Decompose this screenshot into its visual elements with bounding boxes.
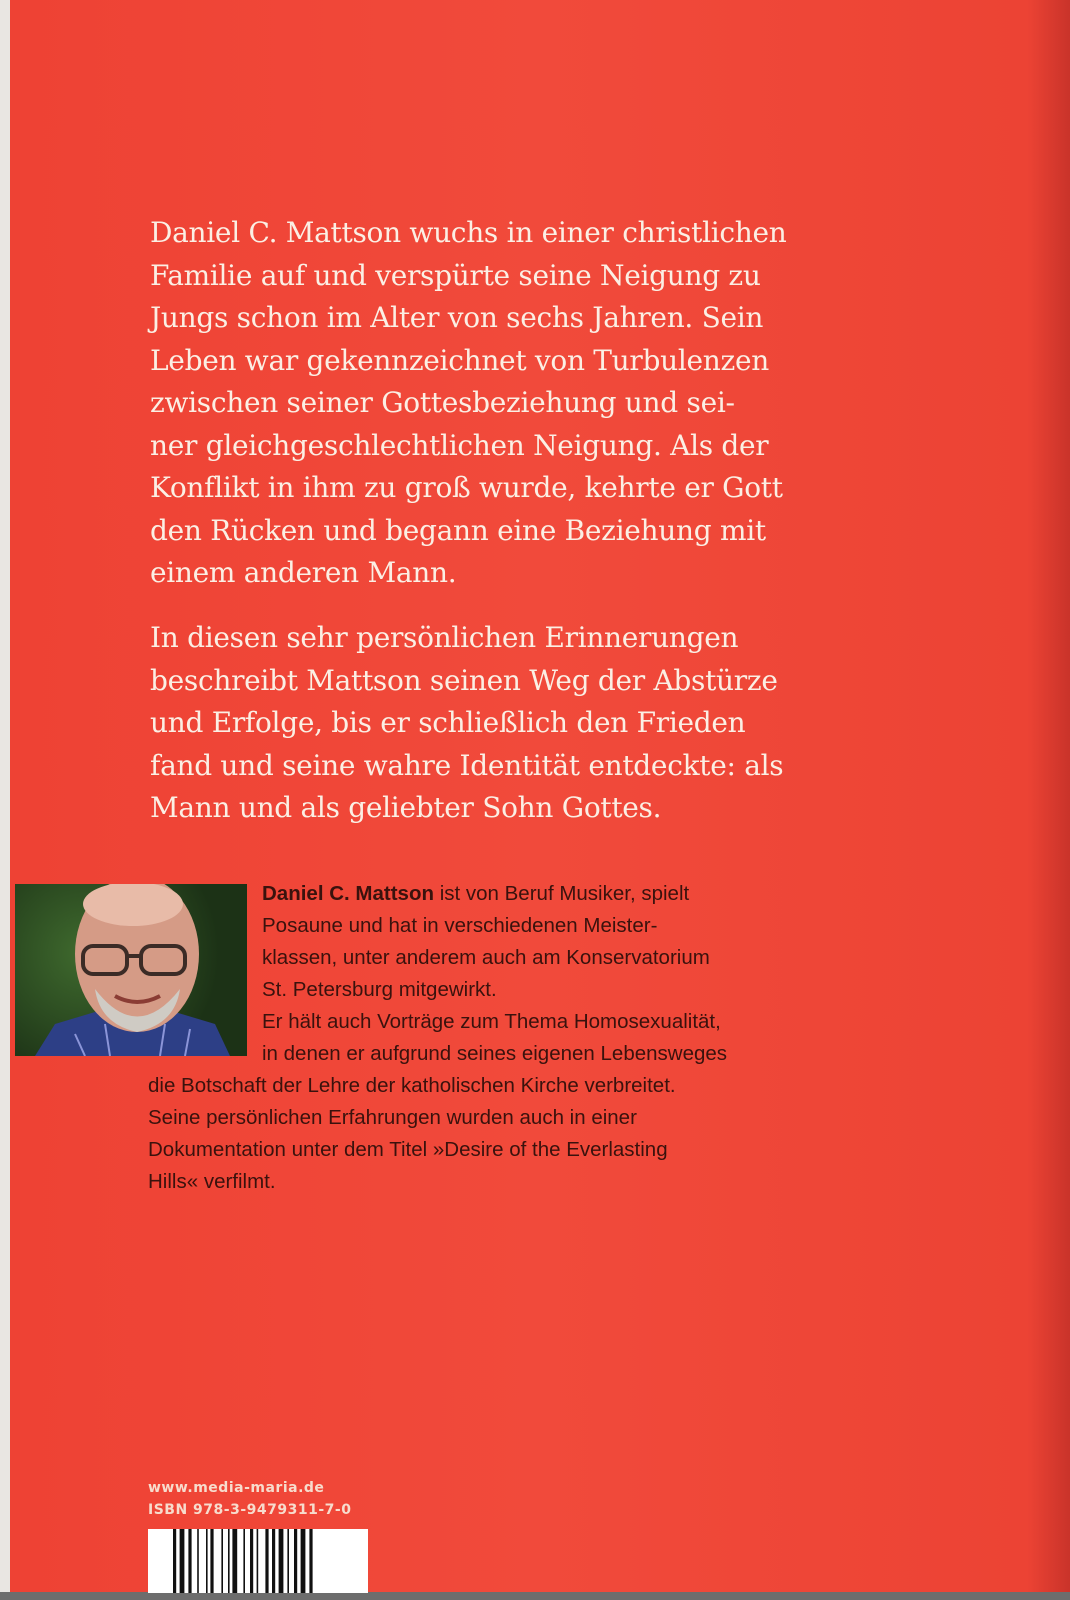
barcode-bar [173,1529,176,1593]
author-name: Daniel C. Mattson [262,882,434,905]
barcode-bar [180,1529,185,1593]
publisher-website: www.media-maria.de [148,1480,325,1496]
author-bio-bottom [148,1070,676,1198]
blurb-line: Daniel C. Mattson wuchs in einer christlichen [150,216,787,249]
barcode-bar [228,1529,230,1593]
bio-line: Er hält auch Vorträge zum Thema Homosexualität, [262,1010,721,1033]
barcode-bar [210,1529,213,1593]
blurb-line: Konflikt in ihm zu groß wurde, kehrte er Gott [150,471,783,504]
barcode-bar [250,1529,253,1593]
bio-line: Seine persönlichen Erfahrungen wurden auch in einer [148,1106,637,1129]
barcode [148,1529,368,1593]
bio-line: Dokumentation unter dem Titel »Desire of the Everlasting [148,1138,668,1161]
blurb-line: Leben war gekennzeichnet von Turbulenzen [150,343,769,377]
blurb-line: ner gleichgeschlechtlichen Neigung. Als der [150,428,769,462]
bio-line: klassen, unter anderem auch am Konservatorium [262,946,710,969]
blurb-line: Familie auf und verspürte seine Neigung zu [150,258,761,292]
blurb-line: Mann und als geliebter Sohn Gottes. [150,791,662,824]
blurb-line: In diesen sehr persönlichen Erinnerungen [150,621,739,654]
barcode-bar [294,1529,297,1593]
bio-line: Posaune und hat in verschiedenen Meister- [262,914,658,937]
blurb-line: Jungs schon im Alter von sechs Jahren. Sein [150,301,764,334]
blurb-line: den Rücken und begann eine Beziehung mit [150,513,766,547]
barcode-bar [221,1529,223,1593]
isbn: ISBN 978-3-9479311-7-0 [148,1502,352,1518]
barcode-bar [232,1529,237,1593]
blurb-paragraph-1 [150,212,870,595]
barcode-bar [287,1529,289,1593]
blurb-paragraph-2 [150,617,870,830]
blurb-line: und Erfolge, bis er schließlich den Frieden [150,706,746,739]
blurb-line: fand und seine wahre Identität entdeckte: als [150,748,784,782]
barcode-bar [279,1529,284,1593]
bio-line: in denen er aufgrund seines eigenen Lebensweges [262,1042,728,1065]
barcode-bar [309,1529,312,1593]
bio-line: ist von Beruf Musiker, spielt [434,882,690,905]
barcode-bar [243,1529,245,1593]
blurb-line: beschreibt Mattson seinen Weg der Abstürze [150,663,778,697]
barcode-bar [206,1529,208,1593]
bio-line: St. Petersburg mitgewirkt. [262,978,497,1001]
blurb-line: einem anderen Mann. [150,556,457,589]
bio-line: die Botschaft der Lehre der katholischen Kirche verbreitet. [148,1074,676,1097]
barcode-bar [301,1529,306,1593]
barcode-bar [257,1529,259,1593]
barcode-bars [173,1529,343,1593]
barcode-bar [265,1529,268,1593]
bottom-edge [0,1592,1070,1600]
author-bio-top [262,878,727,1070]
bio-line: Hills« verfilmt. [148,1170,276,1193]
author-photo [15,884,247,1056]
barcode-bar [272,1529,275,1593]
barcode-bar [197,1529,199,1593]
blurb-line: zwischen seiner Gottesbeziehung und sei- [150,386,735,419]
barcode-bar [188,1529,191,1593]
